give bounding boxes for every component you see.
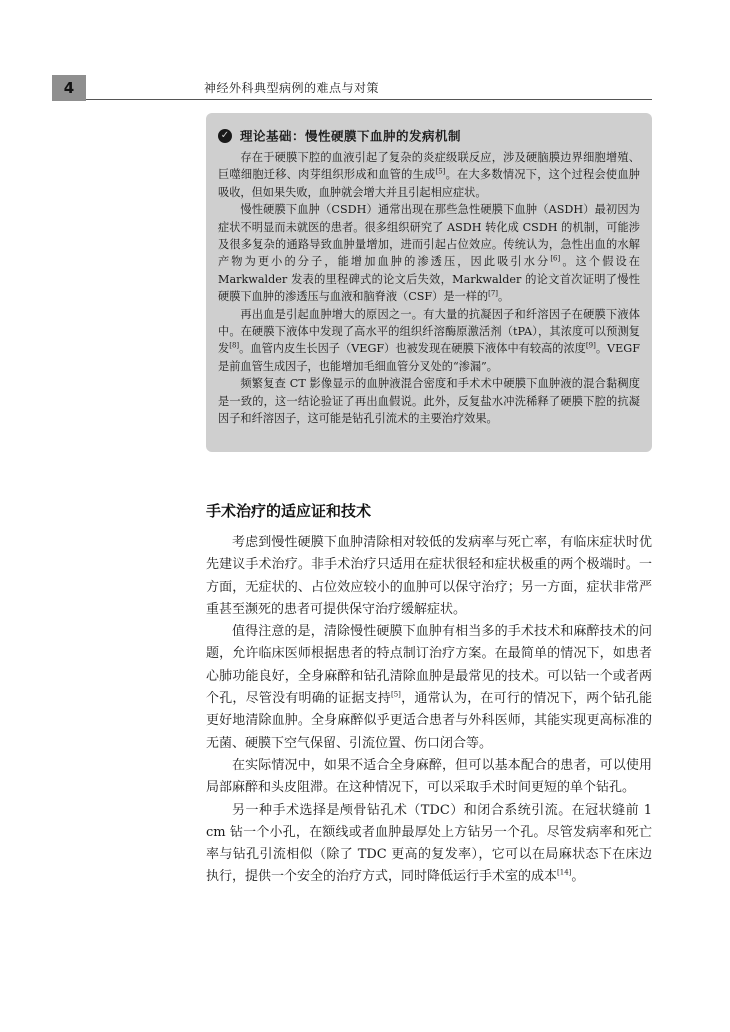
page-number: 4 [52,75,86,101]
citation-ref: [5] [391,690,401,699]
theory-box-title: 理论基础：慢性硬膜下血肿的发病机制 [240,128,462,144]
theory-box [206,113,652,452]
theory-box-title-row [218,125,640,143]
theory-paragraph: 频繁复查 CT 影像显示的血肿液混合密度和手术术中硬膜下血肿液的混合黏稠度是一致的，这一结论验证了再出血假说。此外，反复盐水冲洗稀释了硬膜下腔的抗凝因子和纤溶因子，这可能是钻孔引流术的主要治疗效果。 [218,377,640,426]
citation-ref: [6] [550,254,561,263]
citation-ref: [8] [229,341,240,350]
running-head: 神经外科典型病例的难点与对策 [204,81,380,95]
body-paragraph: 另一种手术选择是颅骨钻孔术（TDC）和闭合系统引流。在冠状缝前 1 cm 钻一个小孔，在额线或者血肿最厚处上方钻另一个孔。尽管发病率和死亡率与钻孔引流相似（除了 TDC 更高的复发率），它可以在局麻状态下在床边执行，提供一个安全的治疗方式，同时降低运行手术室的成本[14]。 [206,802,652,885]
citation-ref: [14] [557,869,572,878]
header-rule [86,99,652,100]
theory-paragraph: 再出血是引起血肿增大的原因之一。有大量的抗凝因子和纤溶因子在硬膜下液体中。在硬膜下液体中发现了高水平的组织纤溶酶原激活剂（tPA），其浓度可以预测复发[8]。血管内皮生长因子（VEGF）也被发现在硬膜下液体中有较高的浓度[9]。VEGF 是前血管生成因子，也能增加毛细血管分叉处的“渗漏”。 [218,307,640,373]
citation-ref: [5] [435,167,446,176]
body-paragraph: 在实际情况中，如果不适合全身麻醉，但可以基本配合的患者，可以使用局部麻醉和头皮阻滞。在这种情况下，可以采取手术时间更短的单个钻孔。 [206,757,652,796]
section-title: 手术治疗的适应证和技术 [206,502,372,520]
citation-ref: [7] [488,289,499,298]
body-paragraph: 值得注意的是，清除慢性硬膜下血肿有相当多的手术技术和麻醉技术的问题，允许临床医师根据患者的特点制订治疗方案。在最简单的情况下，如患者心肺功能良好，全身麻醉和钻孔清除血肿是最常见的技术。可以钻一个或者两个孔，尽管没有明确的证据支持[5]，通常认为，在可行的情况下，两个钻孔能更好地清除血肿。全身麻醉似乎更适合患者与外科医师，其能实现更高标准的无菌、硬膜下空气保留、引流位置、伤口闭合等。 [206,624,652,751]
check-circle-icon: ✓ [218,129,232,143]
section-body [206,532,652,889]
theory-paragraph: 存在于硬膜下腔的血液引起了复杂的炎症级联反应，涉及硬脑膜边界细胞增殖、巨噬细胞迁移、肉芽组织形成和血管的生成[5]。在大多数情况下，这个过程会使血肿吸收，但如果失败，血肿就会增大并且引起相应症状。 [218,151,640,199]
theory-paragraph: 慢性硬膜下血肿（CSDH）通常出现在那些急性硬膜下血肿（ASDH）最初因为症状不明显而未就医的患者。很多组织研究了 ASDH 转化成 CSDH 的机制，可能涉及很多复杂的通路导致血肿量增加，进而引起占位效应。传统认为，急性出血的水解产物为更小的分子，能增加血肿的渗透压，因此吸引水分[6]。这个假设在 Markwalder 发表的里程碑式的论文后失效，Markwalder 的论文首次证明了慢性硬膜下血肿的渗透压与血液和脑脊液（CSF）是一样的[7]。 [218,203,640,304]
page-header [52,75,652,101]
citation-ref: [9] [585,341,596,350]
body-paragraph: 考虑到慢性硬膜下血肿清除相对较低的发病率与死亡率，有临床症状时优先建议手术治疗。非手术治疗只适用在症状很轻和症状极重的两个极端时。一方面，无症状的、占位效应较小的血肿可以保守治疗；另一方面，症状非常严重甚至濒死的患者可提供保守治疗缓解症状。 [206,535,652,617]
